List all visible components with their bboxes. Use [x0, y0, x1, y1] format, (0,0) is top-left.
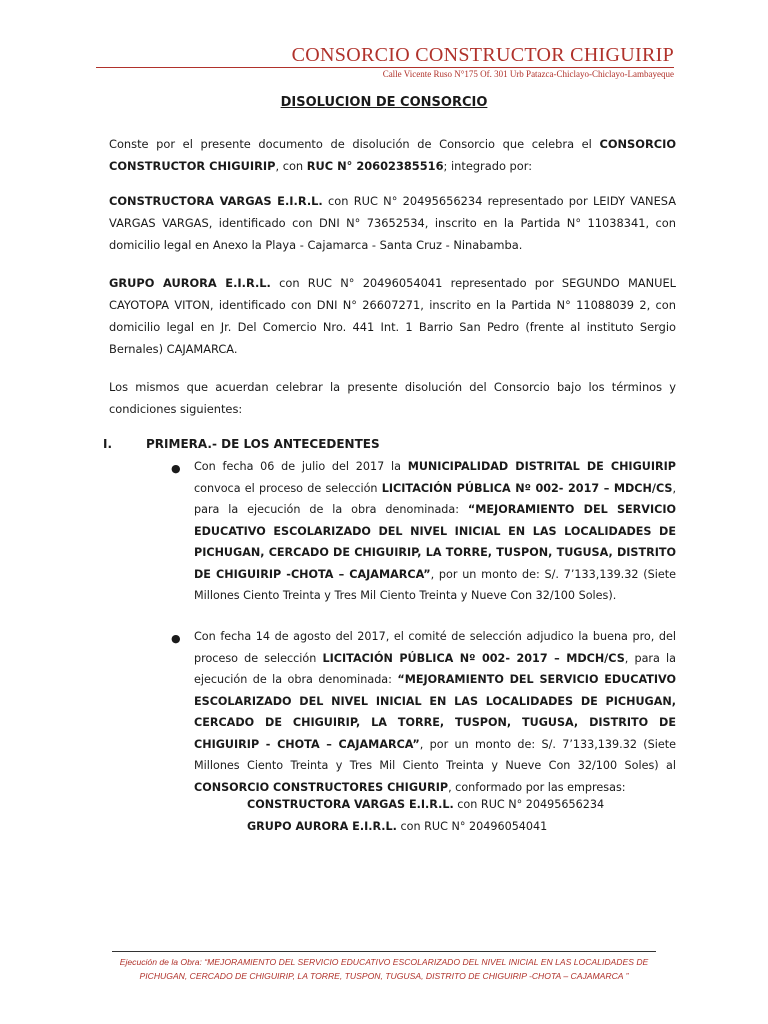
section-title: PRIMERA.- DE LOS ANTECEDENTES: [146, 437, 380, 451]
header-address: Calle Vicente Ruso N°175 Of. 301 Urb Patazca-Chiclayo-Chiclayo-Lambayeque: [382, 69, 674, 79]
footer-rule: [112, 951, 656, 952]
header-rule: [96, 67, 674, 68]
section-number: I.: [103, 437, 113, 451]
document-title: DISOLUCION DE CONSORCIO: [280, 95, 488, 110]
member-company: CONSTRUCTORA VARGAS E.I.R.L. con RUC N° 20495656234: [247, 798, 605, 811]
bullet-icon: ●: [171, 632, 181, 645]
header-company: CONSORCIO CONSTRUCTOR CHIGUIRIP: [291, 44, 674, 66]
footer-text: Ejecución de la Obra: “MEJORAMIENTO DEL SERVICIO EDUCATIVO ESCOLARIZADO DEL NIVEL INICIAL EN LAS LOCALIDADES DE PICHUGAN, CERCADO DE CHIGUIRIP, LA TORRE, TUSPON, TUGUSA, DISTRITO DE CHIGUIRIP -CHOTA – CAJAMARCA ”: [119, 957, 649, 981]
bullet-icon: ●: [171, 462, 181, 475]
antecedent-item-2: Con fecha 14 de agosto del 2017, el comité de selección adjudico la buena pro, del proceso de selección LICITACIÓN PÚBLICA Nº 002- 2017 – MDCH/CS, para la ejecución de la obra denominada: “MEJORAMIENTO DEL SERVICIO EDUCATIVO ESCOLARIZADO DEL NIVEL INICIAL EN LAS LOCALIDADES DE PICHUGAN, CERCADO DE CHIGUIRIP, LA TORRE, TUSPON, TUGUSA, DISTRITO DE CHIGUIRIP - CHOTA – CAJAMARCA”, por un monto de: S/. 7’133,139.32 (Siete Millones Ciento Treinta y Tres Mil Ciento Treinta y Nueve Con 32/100 Soles) al CONSORCIO CONSTRUCTORES CHIGURIP, conformado por las empresas:: [194, 630, 676, 794]
agreement-paragraph: Los mismos que acuerdan celebrar la presente disolución del Consorcio bajo los términos y condiciones siguientes:: [109, 380, 676, 416]
party-vargas-paragraph: CONSTRUCTORA VARGAS E.I.R.L. con RUC N° 20495656234 representado por LEIDY VANESA VARGAS VARGAS, identificado con DNI N° 73652534, inscrito en la Partida N° 11038341, con domicilio legal en Anexo la Playa - Cajamarca - Santa Cruz - Ninabamba.: [109, 194, 677, 252]
antecedent-item-1: Con fecha 06 de julio del 2017 la MUNICIPALIDAD DISTRITAL DE CHIGUIRIP convoca el proceso de selección LICITACIÓN PÚBLICA Nº 002- 2017 – MDCH/CS, para la ejecución de la obra denominada: “MEJORAMIENTO DEL SERVICIO EDUCATIVO ESCOLARIZADO DEL NIVEL INICIAL EN LAS LOCALIDADES DE PICHUGAN, CERCADO DE CHIGUIRIP, LA TORRE, TUSPON, TUGUSA, DISTRITO DE CHIGUIRIP -CHOTA – CAJAMARCA”, por un monto de: S/. 7’133,139.32 (Siete Millones Ciento Treinta y Tres Mil Ciento Treinta y Nueve Con 32/100 Soles).: [194, 460, 677, 602]
intro-paragraph: Conste por el presente documento de disolución de Consorcio que celebra el CONSORCIO CONSTRUCTOR CHIGUIRIP, con RUC N° 20602385516; integrado por:: [109, 137, 676, 173]
member-company: GRUPO AURORA E.I.R.L. con RUC N° 20496054041: [247, 820, 548, 833]
party-aurora-paragraph: GRUPO AURORA E.I.R.L. con RUC N° 20496054041 representado por SEGUNDO MANUEL CAYOTOPA VITON, identificado con DNI N° 26607271, inscrito en la Partida N° 11088039 2, con domicilio legal en Jr. Del Comercio Nro. 441 Int. 1 Barrio San Pedro (frente al instituto Sergio Bernales) CAJAMARCA.: [109, 276, 677, 356]
